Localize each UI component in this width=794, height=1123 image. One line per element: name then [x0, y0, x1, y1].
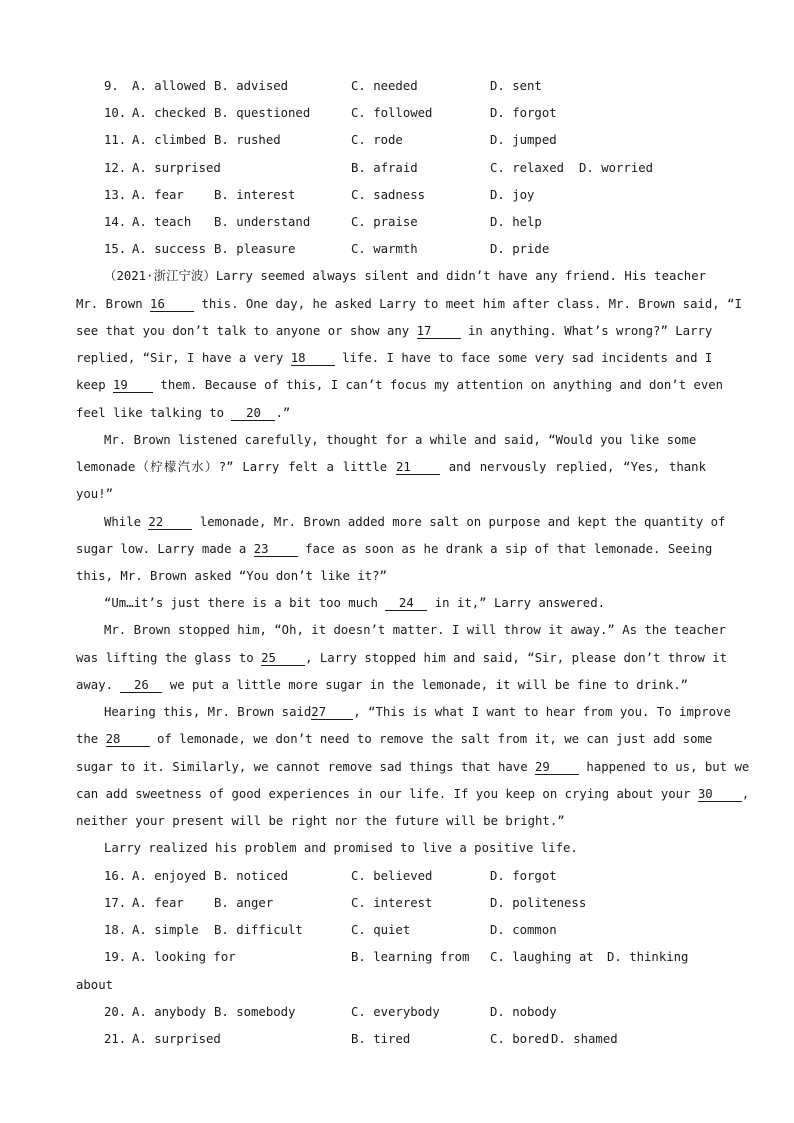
- passage-line: replied, “Sir, I have a very 18 life. I have to face some very sad incidents and I: [76, 351, 713, 365]
- passage-line: Larry realized his problem and promised to live a positive life.: [104, 841, 578, 855]
- passage-line: （2021·浙江宁波）Larry seemed always silent and didn’t have any friend. His teacher: [104, 269, 706, 283]
- passage-line: sugar low. Larry made a 23 face as soon as he drank a sip of that lemonade. Seeing: [76, 542, 713, 556]
- blank-22: 22: [148, 515, 192, 530]
- passage-line: keep 19 them. Because of this, I can’t focus my attention on anything and don’t even: [76, 378, 724, 392]
- passage-line: Mr. Brown 16 this. One day, he asked Larry to meet him after class. Mr. Brown said, “I: [76, 297, 742, 311]
- blank-19: 19: [113, 378, 153, 393]
- passage-line: Mr. Brown listened carefully, thought for a while and said, “Would you like some: [104, 433, 697, 447]
- passage-line: lemonade（柠檬汽水）?” Larry felt a little 21 and nervously replied, “Yes, thank: [76, 460, 706, 474]
- passage-line: see that you don’t talk to anyone or show any 17 in anything. What’s wrong?” Larry: [76, 324, 713, 338]
- passage-line: “Um…it’s just there is a bit too much 24 in it,” Larry answered.: [104, 596, 606, 610]
- blank-28: 28: [106, 732, 150, 747]
- blank-30: 30: [698, 787, 742, 802]
- blank-26: 26: [120, 678, 162, 693]
- blank-24: 24: [385, 596, 427, 611]
- passage-line: neither your present will be right nor the future will be bright.”: [76, 814, 565, 828]
- blank-18: 18: [291, 351, 335, 366]
- blank-20: 20: [231, 406, 275, 421]
- passage-line: away. 26 we put a little more sugar in the lemonade, it will be fine to drink.”: [76, 678, 689, 692]
- passage-line: you!”: [76, 487, 114, 501]
- passage-line: this, Mr. Brown asked “You don’t like it?”: [76, 569, 387, 583]
- passage-line: can add sweetness of good experiences in our life. If you keep on crying about your 30 ,: [76, 787, 750, 801]
- blank-17: 17: [417, 324, 461, 339]
- passage-line: Mr. Brown stopped him, “Oh, it doesn’t matter. I will throw it away.” As the teacher: [104, 623, 726, 637]
- blank-16: 16: [150, 297, 194, 312]
- blank-27: 27: [311, 705, 353, 720]
- blank-23: 23: [254, 542, 298, 557]
- question-19-wrap: about: [76, 978, 114, 992]
- blank-25: 25: [261, 651, 305, 666]
- blank-29: 29: [535, 760, 579, 775]
- passage-line: sugar to it. Similarly, we cannot remove sad things that have 29 happened to us, but we: [76, 760, 750, 774]
- passage-line: the 28 of lemonade, we don’t need to remove the salt from it, we can just add some: [76, 732, 713, 746]
- passage-line: feel like talking to 20 .”: [76, 406, 291, 420]
- passage-line: Hearing this, Mr. Brown said27 , “This is what I want to hear from you. To improve: [104, 705, 731, 719]
- blank-21: 21: [396, 460, 440, 475]
- passage-line: While 22 lemonade, Mr. Brown added more salt on purpose and kept the quantity of: [104, 515, 726, 529]
- passage-line: was lifting the glass to 25 , Larry stopped him and said, “Sir, please don’t throw it: [76, 651, 728, 665]
